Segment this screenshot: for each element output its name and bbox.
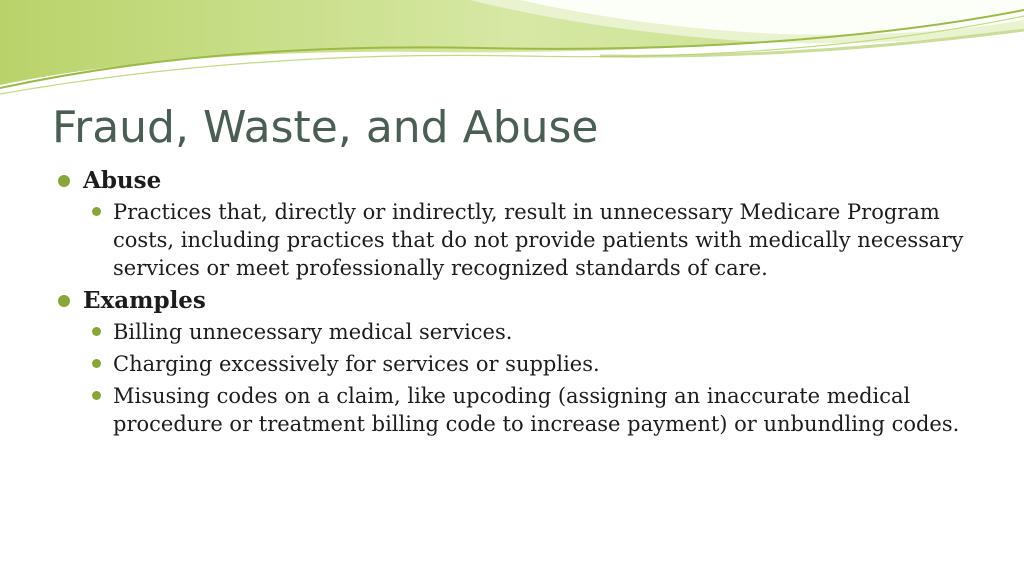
list-item-text: Misusing codes on a claim, like upcoding (assigning an inaccurate medical procedure or treatment billing code to increase payment) or unbundling codes. bbox=[113, 384, 960, 436]
slide-title: Fraud, Waste, and Abuse bbox=[52, 102, 599, 153]
list-item bbox=[58, 350, 978, 378]
bullet-icon bbox=[92, 207, 101, 216]
bullet-icon bbox=[58, 175, 70, 187]
bullet-icon bbox=[58, 295, 70, 307]
section-heading-abuse bbox=[58, 166, 978, 196]
decorative-banner bbox=[0, 0, 1024, 100]
bullet-icon bbox=[92, 359, 101, 368]
bullet-icon bbox=[92, 391, 101, 400]
list-item bbox=[58, 198, 978, 282]
list-item bbox=[58, 382, 978, 438]
list-item-text: Billing unnecessary medical services. bbox=[113, 320, 513, 344]
slide-content bbox=[58, 164, 978, 442]
section-heading-label: Examples bbox=[83, 287, 206, 314]
list-item bbox=[58, 318, 978, 346]
bullet-icon bbox=[92, 327, 101, 336]
section-heading-label: Abuse bbox=[83, 167, 162, 194]
list-item-text: Practices that, directly or indirectly, result in unnecessary Medicare Program costs, including practices that do not provide patients with medically necessary services or meet professionally recognized standards of care. bbox=[113, 200, 964, 280]
section-heading-examples bbox=[58, 286, 978, 316]
list-item-text: Charging excessively for services or supplies. bbox=[113, 352, 600, 376]
